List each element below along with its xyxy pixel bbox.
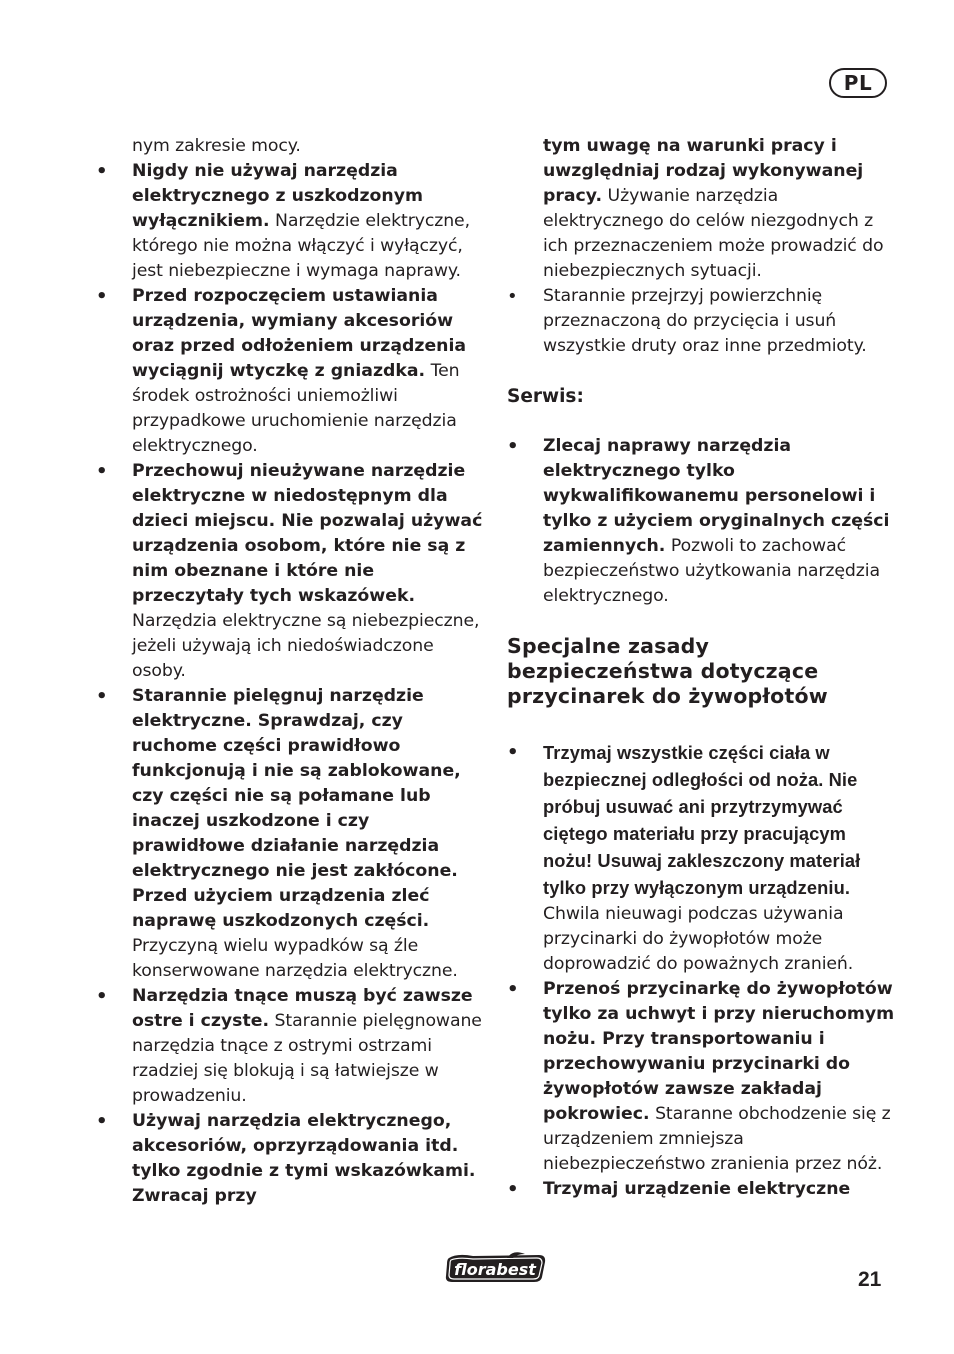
bullet-icon: • bbox=[507, 436, 519, 457]
list-item bbox=[96, 159, 486, 284]
bullet-icon: • bbox=[96, 286, 108, 307]
service-heading: Serwis: bbox=[507, 386, 584, 407]
item-bold: Narzędzia tnące muszą być zawsze ostre i czyste. bbox=[132, 986, 473, 1031]
continuation-text: Używanie narzędzia elektrycznego do celów niezgodnych z ich przeznaczeniem może prowadzić do niebezpiecznych sytuacji. bbox=[543, 186, 884, 281]
bullet-icon: • bbox=[96, 461, 108, 482]
item-bold: Przed rozpoczęciem ustawiania urządzenia, wymiany akcesoriów oraz przed odłożeniem urządzenia wyciągnij wtyczkę z gniazdka. bbox=[132, 286, 467, 381]
section-heading: Specjalne zasady bezpieczeństwa dotyczące przycinarek do żywopłotów bbox=[507, 634, 828, 708]
item-text: Narzędzia elektryczne są niebezpieczne, jeżeli używają ich niedoświadczone osoby. bbox=[132, 611, 480, 681]
item-bold: Przenoś przycinarkę do żywopłotów tylko za uchwyt i przy nieruchomym nożu. Przy transportowaniu i przechowywaniu przycinarki do żywopłotów zawsze zakładaj pokrowiec. bbox=[543, 979, 895, 1124]
item-bold: Zlecaj naprawy narzędzia elektrycznego tylko wykwalifikowanemu personelowi i tylko z użyciem oryginalnych części zamiennych. bbox=[543, 436, 890, 556]
item-text: Pozwoli to zachować bezpieczeństwo użytkowania narzędzia elektrycznego. bbox=[543, 536, 880, 606]
item-text: Starannie pielęgnowane narzędzia tnące z ostrymi ostrzami rzadziej się blokują i są łatwiejsze w prowadzeniu. bbox=[132, 1011, 482, 1106]
bullet-icon: • bbox=[96, 1111, 108, 1132]
list-item bbox=[96, 284, 486, 459]
bullet-icon: • bbox=[96, 686, 108, 707]
right-column bbox=[507, 134, 897, 1202]
bullet-icon: • bbox=[507, 742, 519, 763]
continuation-bold: tym uwagę na warunki pracy i uwzględniaj rodzaj wykonywanej pracy. bbox=[543, 136, 864, 206]
item-bold: Przechowuj nieużywane narzędzie elektryczne w niedostępnym dla dzieci miejscu. Nie pozwalaj używać urządzenia osobom, które nie są z nim obeznane i które nie przeczytały tych wskazówek. bbox=[132, 461, 483, 606]
continuation-paragraph bbox=[507, 134, 897, 284]
bullet-icon: • bbox=[507, 979, 519, 1000]
language-badge: PL bbox=[829, 68, 887, 98]
item-bold: Trzymaj urządzenie elektryczne bbox=[543, 1179, 851, 1199]
item-text: Staranne obchodzenie się z urządzeniem zmniejsza niebezpieczeństwo zranienia przez nóż. bbox=[543, 1104, 891, 1174]
item-bold: Używaj narzędzia elektrycznego, akcesoriów, oprzyrządowania itd. tylko zgodnie z tymi wskazówkami. Zwracaj przy bbox=[132, 1111, 476, 1206]
bullet-icon: • bbox=[507, 1179, 519, 1200]
logo-text: florabest bbox=[454, 1260, 536, 1279]
list-item bbox=[96, 684, 486, 984]
item-bold: Nigdy nie używaj narzędzia elektrycznego z uszkodzonym wyłącznikiem. bbox=[132, 161, 423, 231]
list-item bbox=[96, 984, 486, 1109]
florabest-logo bbox=[443, 1252, 547, 1284]
list-item bbox=[96, 1109, 486, 1209]
item-bold: Starannie pielęgnuj narzędzie elektryczne. Sprawdzaj, czy ruchome części prawidłowo funkcjonują i nie są zablokowane, czy części nie są połamane lub inaczej uszkodzone i czy prawidłowe działanie narzędzia elektrycznego nie jest zakłócone. Przed użyciem urządzenia zleć naprawę uszkodzonych części. bbox=[132, 686, 461, 931]
item-text: Chwila nieuwagi podczas używania przycinarki do żywopłotów może doprowadzić do poważnych zranień. bbox=[543, 904, 854, 974]
list-item bbox=[507, 1177, 897, 1202]
continuation-text: nym zakresie mocy. bbox=[132, 136, 301, 156]
item-text: Przyczyną wielu wypadków są źle konserwowane narzędzia elektryczne. bbox=[132, 936, 458, 981]
page-number: 21 bbox=[858, 1268, 882, 1291]
bullet-icon: • bbox=[96, 161, 108, 182]
item-text: Starannie przejrzyj powierzchnię przeznaczoną do przycięcia i usuń wszystkie druty oraz inne przedmioty. bbox=[543, 286, 867, 356]
list-item bbox=[507, 977, 897, 1177]
list-item bbox=[96, 459, 486, 684]
item-bold: Trzymaj wszystkie części ciała w bezpiecznej odległości od noża. Nie próbuj usuwać ani przytrzymywać ciętego materiału przy pracującym nożu! Usuwaj zakleszczony materiał tylko przy wyłączonym urządzeniu. bbox=[543, 742, 861, 898]
list-item bbox=[507, 434, 897, 609]
left-column bbox=[96, 134, 486, 1209]
item-text: Narzędzie elektryczne, którego nie można włączyć i wyłączyć, jest niebezpieczne i wymaga naprawy. bbox=[132, 211, 470, 281]
list-item bbox=[507, 740, 897, 977]
bullet-icon: • bbox=[507, 286, 518, 307]
bullet-icon: • bbox=[96, 986, 108, 1007]
list-item bbox=[507, 284, 897, 359]
item-text: Ten środek ostrożności uniemożliwi przypadkowe uruchomienie narzędzia elektrycznego. bbox=[132, 361, 460, 456]
